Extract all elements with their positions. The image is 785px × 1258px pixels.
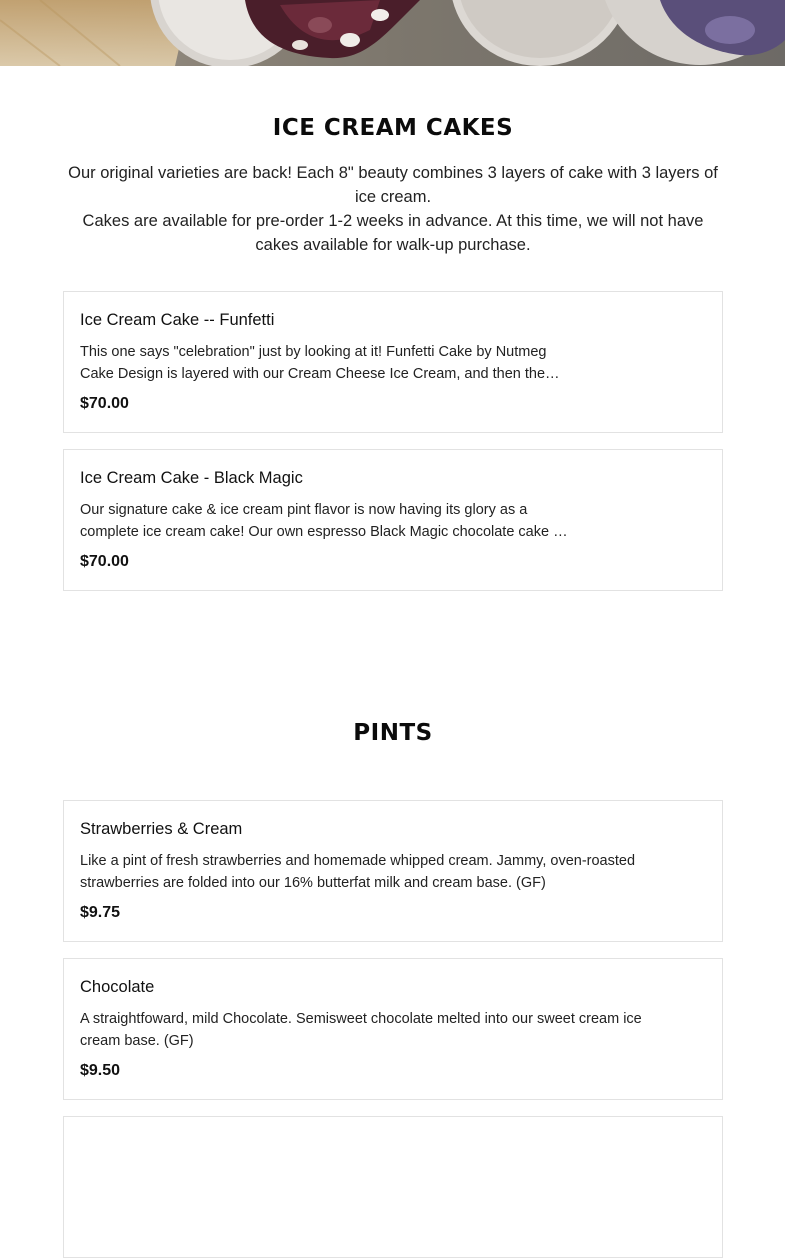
menu-item-price: $9.75 [80,904,121,921]
hero-image [0,0,785,66]
cakes-section-description [63,161,723,257]
menu-item-name: Chocolate [80,978,155,996]
menu-item-card[interactable] [63,1116,723,1258]
menu-item-card[interactable] [63,291,723,433]
pints-section [63,720,723,746]
menu-item-description: Our signature cake & ice cream pint flavor is now having its glory as a complete ice cream cake! Our own espresso Black Magic chocolate cake … [80,502,568,540]
menu-item-name: Ice Cream Cake - Black Magic [80,469,303,487]
cakes-section-title: ICE CREAM CAKES [272,115,514,141]
menu-item-price: $70.00 [80,553,129,570]
hero-photo-graphic [0,0,785,66]
menu-item-card[interactable] [63,958,723,1100]
menu-item-description: A straightfoward, mild Chocolate. Semisweet chocolate melted into our sweet cream ice cream base. (GF) [80,1011,642,1049]
menu-item-name: Ice Cream Cake -- Funfetti [80,311,275,329]
menu-item-description: This one says "celebration" just by looking at it! Funfetti Cake by Nutmeg Cake Design is layered with our Cream Cheese Ice Cream, and then the… [80,344,560,382]
menu-item-name: Strawberries & Cream [80,820,243,838]
menu-item-price: $70.00 [80,395,129,412]
cakes-description-line-2: Cakes are available for pre-order 1-2 weeks in advance. At this time, we will not have cakes available for walk-up purchase. [82,212,704,254]
cakes-description-line-1: Our original varieties are back! Each 8" beauty combines 3 layers of cake with 3 layers of ice cream. [68,164,718,206]
menu-item-card[interactable] [63,800,723,942]
cakes-section [63,115,723,257]
menu-item-card[interactable] [63,449,723,591]
menu-item-description: Like a pint of fresh strawberries and homemade whipped cream. Jammy, oven-roasted strawberries are folded into our 16% butterfat milk and cream base. (GF) [80,853,636,891]
pints-section-title: PINTS [353,720,433,746]
menu-item-price: $9.50 [80,1062,121,1079]
